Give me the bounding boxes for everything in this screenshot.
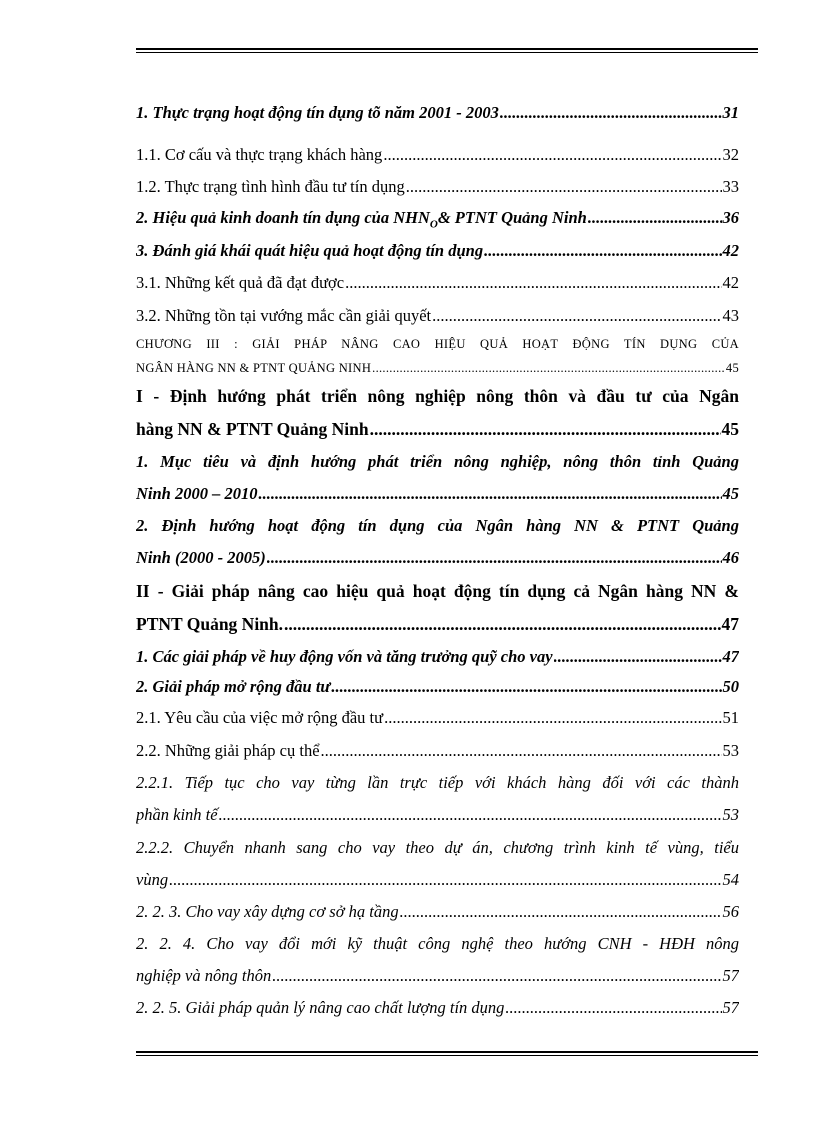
toc-leader-dots <box>272 966 721 986</box>
toc-entry-title: 3.1. Những kết quả đã đạt được <box>136 273 345 292</box>
toc-leader-dots <box>384 708 721 728</box>
toc-page-number: 47 <box>722 647 739 666</box>
toc-leader-dots <box>505 998 721 1018</box>
toc-subsection-heading[interactable]: 1. Mục tiêu và định hướng phát triển nông nghiệp, nông thôn tỉnh Quảng <box>136 452 739 471</box>
toc-entry[interactable] <box>136 273 739 293</box>
toc-chapter-heading[interactable]: CHƯƠNG III : GIẢI PHÁP NÂNG CAO HIỆU QUẢ HOẠT ĐỘNG TÍN DỤNG CỦA <box>136 337 739 351</box>
toc-leader-dots <box>484 241 721 261</box>
toc-entry[interactable] <box>136 208 739 230</box>
toc-page-number: 42 <box>722 273 739 292</box>
toc-subsection-heading[interactable]: 2. 2. 4. Cho vay đổi mới kỹ thuật công nghệ theo hướng CNH - HĐH nông <box>136 934 739 953</box>
toc-entry-title: 2. 2. 3. Cho vay xây dựng cơ sở hạ tầng <box>136 902 399 921</box>
toc-page-number: 43 <box>722 306 739 325</box>
toc-page-number: 45 <box>725 361 739 375</box>
toc-title-part: 2. Hiệu quả kinh doanh tín dụng của NHN <box>136 208 430 227</box>
toc-entry[interactable] <box>136 361 739 376</box>
toc-page-number: 47 <box>721 614 739 634</box>
toc-entry-title: 3.2. Những tồn tại vướng mắc cần giải quyết <box>136 306 432 325</box>
toc-section-heading[interactable]: I - Định hướng phát triển nông nghiệp nông thôn và đầu tư của Ngân <box>136 386 739 406</box>
toc-entry-title: 1. Các giải pháp về huy động vốn và tăng trưởng quỹ cho vay <box>136 647 553 666</box>
toc-subsection-heading[interactable]: 2. Định hướng hoạt động tín dụng của Ngân hàng NN & PTNT Quảng <box>136 516 739 535</box>
toc-entry-title: 2.2. Những giải pháp cụ thể <box>136 741 320 760</box>
toc-entry[interactable] <box>136 805 739 825</box>
toc-page-number: 54 <box>722 870 739 889</box>
toc-leader-dots <box>219 805 722 825</box>
toc-entry[interactable] <box>136 484 739 504</box>
toc-page-number: 42 <box>722 241 739 260</box>
toc-leader-dots <box>284 614 720 635</box>
toc-entry[interactable] <box>136 966 739 986</box>
toc-page-number: 53 <box>722 741 739 760</box>
toc-leader-dots <box>588 208 722 228</box>
toc-entry[interactable] <box>136 614 739 635</box>
toc-entry-title: 2. Giải pháp mở rộng đầu tư <box>136 677 331 696</box>
toc-page-number: 57 <box>722 998 739 1017</box>
toc-entry[interactable] <box>136 419 739 440</box>
toc-entry-title: 1. Thực trạng hoạt động tín dụng tõ năm 2001 - 2003 <box>136 103 499 122</box>
toc-entry[interactable] <box>136 677 739 697</box>
toc-page-number: 46 <box>722 548 739 567</box>
toc-entry[interactable] <box>136 145 739 165</box>
toc-leader-dots <box>500 103 722 123</box>
toc-page-number: 45 <box>721 419 739 439</box>
toc-entry-title: nghiệp và nông thôn <box>136 966 272 985</box>
toc-entry-title: hàng NN & PTNT Quảng Ninh <box>136 419 369 439</box>
toc-entry-title <box>136 208 587 230</box>
toc-entry[interactable] <box>136 708 739 728</box>
toc-entry[interactable] <box>136 870 739 890</box>
toc-leader-dots <box>345 273 721 293</box>
toc-page-number: 31 <box>722 103 739 122</box>
footer-rule <box>136 1051 758 1056</box>
toc-entry[interactable] <box>136 741 739 761</box>
toc-page-number: 45 <box>722 484 739 503</box>
toc-section-heading[interactable]: II - Giải pháp nâng cao hiệu quả hoạt động tín dụng cả Ngân hàng NN & <box>136 581 739 601</box>
toc-page-number: 51 <box>722 708 739 727</box>
toc-subsection-heading[interactable]: 2.2.1. Tiếp tục cho vay từng lần trực tiếp với khách hàng đối với các thành <box>136 773 739 792</box>
toc-leader-dots <box>321 741 722 761</box>
toc-leader-dots <box>554 647 722 667</box>
toc-entry-title: 3. Đánh giá khái quát hiệu quả hoạt động tín dụng <box>136 241 484 260</box>
toc-entry[interactable] <box>136 548 739 568</box>
toc-leader-dots <box>432 306 721 326</box>
toc-entry[interactable] <box>136 177 739 197</box>
toc-leader-dots <box>258 484 721 504</box>
toc-entry[interactable] <box>136 998 739 1018</box>
toc-page-number: 50 <box>722 677 739 696</box>
toc-entry-title: PTNT Quảng Ninh. <box>136 614 284 634</box>
toc-subsection-heading[interactable]: 2.2.2. Chuyển nhanh sang cho vay theo dự án, chương trình kinh tế vùng, tiểu <box>136 838 739 857</box>
toc-entry-title: phần kinh tế <box>136 805 218 824</box>
toc-page-number: 36 <box>722 208 739 227</box>
toc-entry-title: 1.2. Thực trạng tình hình đầu tư tín dụng <box>136 177 405 196</box>
toc-title-part: & PTNT Quảng Ninh <box>437 208 587 227</box>
toc-entry-title: Ninh (2000 - 2005) <box>136 548 266 567</box>
toc-leader-dots <box>400 902 722 922</box>
toc-leader-dots <box>370 419 721 440</box>
toc-entry-title: Ninh 2000 – 2010 <box>136 484 258 503</box>
toc-page-number: 32 <box>722 145 739 164</box>
toc-entry-title: 2. 2. 5. Giải pháp quản lý nâng cao chất lượng tín dụng <box>136 998 505 1017</box>
toc-page-number: 53 <box>722 805 739 824</box>
toc-entry[interactable] <box>136 902 739 922</box>
header-rule <box>136 48 758 53</box>
toc-entry[interactable] <box>136 103 739 123</box>
toc-leader-dots <box>372 361 725 376</box>
toc-entry-title: 2.1. Yêu cầu của việc mở rộng đầu tư <box>136 708 384 727</box>
toc-page-number: 56 <box>722 902 739 921</box>
toc-entry-title: NGÂN HÀNG NN & PTNT QUẢNG NINH <box>136 361 372 375</box>
toc-title-subscript: O <box>429 218 438 231</box>
toc-entry[interactable] <box>136 306 739 326</box>
toc-leader-dots <box>267 548 722 568</box>
toc-leader-dots <box>169 870 721 890</box>
toc-page-number: 57 <box>722 966 739 985</box>
toc-entry-title: 1.1. Cơ cấu và thực trạng khách hàng <box>136 145 383 164</box>
toc-entry-title: vùng <box>136 870 169 889</box>
toc-leader-dots <box>383 145 721 165</box>
toc-page-number: 33 <box>722 177 739 196</box>
toc-leader-dots <box>331 677 721 697</box>
toc-leader-dots <box>406 177 722 197</box>
toc-entry[interactable] <box>136 241 739 261</box>
toc-entry[interactable] <box>136 647 739 667</box>
